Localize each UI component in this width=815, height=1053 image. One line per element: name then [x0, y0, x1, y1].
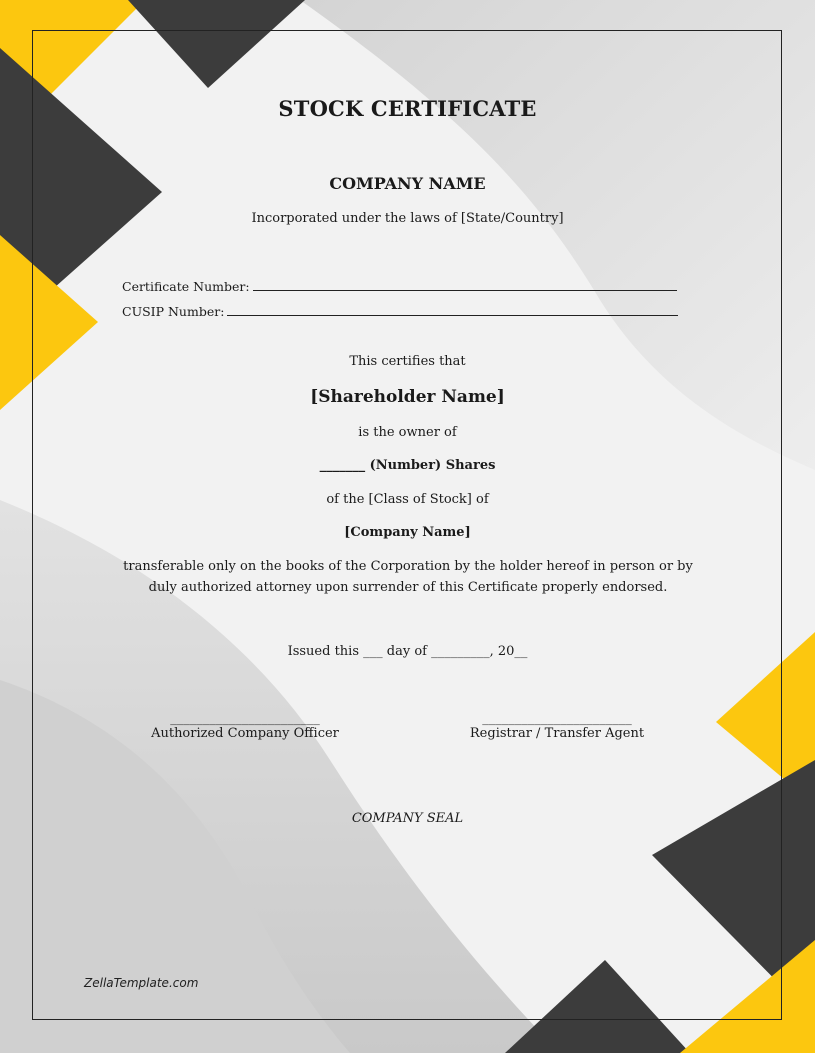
- signature-block-officer: [140, 712, 350, 741]
- company-seal-label: COMPANY SEAL: [351, 811, 464, 826]
- number-of-shares: _______ (Number) Shares: [319, 458, 496, 473]
- signature-line-registrar: _______________________: [482, 711, 632, 726]
- class-of-stock-text: of the [Class of Stock] of: [326, 492, 489, 507]
- shareholder-name: [Shareholder Name]: [310, 387, 505, 407]
- cusip-number-blank: [227, 303, 678, 316]
- certificate-number-label: Certificate Number:: [122, 279, 250, 294]
- website-footer: ZellaTemplate.com: [84, 976, 199, 990]
- signature-line-officer: _______________________: [170, 711, 320, 726]
- certificate-title: STOCK CERTIFICATE: [278, 96, 537, 121]
- issued-date-line: Issued this ___ day of _________, 20__: [287, 644, 528, 659]
- certificate-number-field: [122, 278, 677, 294]
- certifies-text: This certifies that: [349, 354, 466, 369]
- signature-block-registrar: [452, 712, 662, 741]
- cusip-number-label: CUSIP Number:: [122, 304, 225, 319]
- cusip-number-field: [122, 303, 678, 319]
- incorporation-text: Incorporated under the laws of [State/Country]: [251, 211, 564, 226]
- certificate-number-blank: [253, 278, 677, 291]
- signature-label-registrar: Registrar / Transfer Agent: [469, 726, 645, 741]
- signature-label-officer: Authorized Company Officer: [151, 726, 339, 741]
- owner-of-text: is the owner of: [358, 425, 457, 440]
- company-name-heading: COMPANY NAME: [329, 174, 486, 193]
- transfer-clause: transferable only on the books of the Corporation by the holder hereof in person or by duly authorized attorney upon surrender of this Certificate properly endorsed.: [123, 559, 693, 595]
- company-name-placeholder: [Company Name]: [344, 525, 471, 540]
